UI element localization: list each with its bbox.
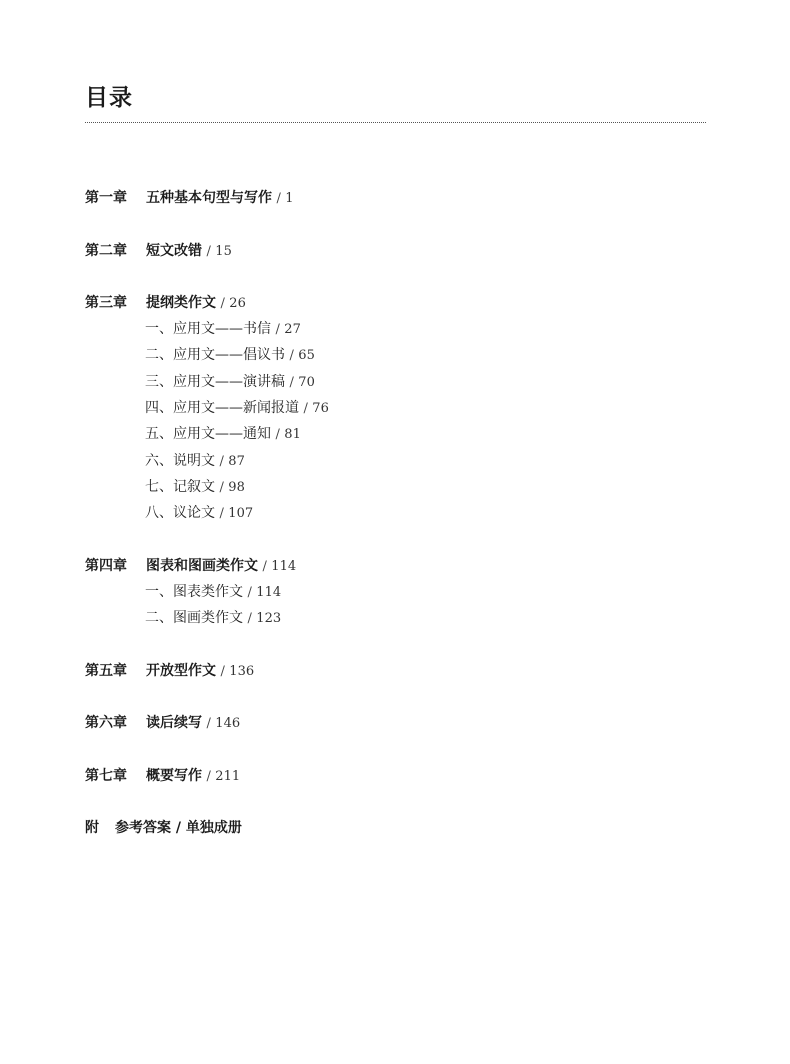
chapter-title: 提纲类作文 xyxy=(146,295,216,311)
chapter-title: 五种基本句型与写作 xyxy=(146,190,272,206)
section-title: 一、应用文——书信 xyxy=(145,321,271,337)
page-number: 15 xyxy=(215,244,232,259)
page-separator: / xyxy=(247,611,252,626)
toc-section[interactable] xyxy=(145,372,315,392)
page-separator: / xyxy=(206,716,211,731)
toc-chapter-3[interactable] xyxy=(85,293,246,313)
page-number: 70 xyxy=(298,375,315,390)
page-title: 目录 xyxy=(85,85,133,111)
page-number: 27 xyxy=(284,322,301,337)
page-separator: / xyxy=(219,506,224,521)
chapter-number: 第一章 xyxy=(85,190,127,206)
chapter-number: 第四章 xyxy=(85,558,127,574)
chapter-number: 第六章 xyxy=(85,715,127,731)
section-title: 五、应用文——通知 xyxy=(145,426,271,442)
page-number: 1 xyxy=(285,191,294,206)
page-number: 146 xyxy=(215,716,241,731)
page-number: 65 xyxy=(298,348,315,363)
section-title: 三、应用文——演讲稿 xyxy=(145,374,285,390)
chapter-title: 短文改错 xyxy=(146,243,202,259)
page-separator: / xyxy=(206,244,211,259)
appendix-label: 附 xyxy=(85,820,99,836)
toc-section[interactable] xyxy=(145,503,253,523)
page-number: 123 xyxy=(256,611,282,626)
toc-appendix[interactable] xyxy=(85,818,242,838)
toc-section[interactable] xyxy=(145,345,315,365)
chapter-number: 第七章 xyxy=(85,768,127,784)
page-number: 98 xyxy=(228,480,245,495)
chapter-number: 第二章 xyxy=(85,243,127,259)
page-separator: / xyxy=(289,348,294,363)
section-title: 七、记叙文 xyxy=(145,479,215,495)
toc-chapter-4[interactable] xyxy=(85,556,296,576)
chapter-number: 第五章 xyxy=(85,663,127,679)
section-title: 四、应用文——新闻报道 xyxy=(145,400,299,416)
page-number: 76 xyxy=(312,401,329,416)
toc-chapter-1[interactable] xyxy=(85,188,294,208)
toc-section[interactable] xyxy=(145,398,329,418)
chapter-title: 开放型作文 xyxy=(146,663,216,679)
page-separator: / xyxy=(262,559,267,574)
chapter-title: 概要写作 xyxy=(146,768,202,784)
page-number: 107 xyxy=(228,506,254,521)
page-separator: / xyxy=(219,454,224,469)
toc-chapter-2[interactable] xyxy=(85,241,232,261)
chapter-title: 图表和图画类作文 xyxy=(146,558,258,574)
toc-section[interactable] xyxy=(145,477,245,497)
page-number: 136 xyxy=(229,664,255,679)
page-separator: / xyxy=(247,585,252,600)
section-title: 二、应用文——倡议书 xyxy=(145,347,285,363)
page-separator: / xyxy=(275,427,280,442)
page-separator: / xyxy=(276,191,281,206)
page-separator: / xyxy=(303,401,308,416)
page-number: 87 xyxy=(228,454,245,469)
page-number: 114 xyxy=(271,559,297,574)
chapter-title: 读后续写 xyxy=(146,715,202,731)
page-number: 114 xyxy=(256,585,282,600)
toc-section[interactable] xyxy=(145,608,281,628)
page-separator: / xyxy=(206,769,211,784)
toc-chapter-6[interactable] xyxy=(85,713,240,733)
page-number: 26 xyxy=(229,296,246,311)
toc-section[interactable] xyxy=(145,582,281,602)
toc-chapter-5[interactable] xyxy=(85,661,254,681)
section-title: 八、议论文 xyxy=(145,505,215,521)
page-separator: / xyxy=(220,664,225,679)
chapter-number: 第三章 xyxy=(85,295,127,311)
section-title: 一、图表类作文 xyxy=(145,584,243,600)
toc-section[interactable] xyxy=(145,451,245,471)
page-number: 81 xyxy=(284,427,301,442)
page-separator: / xyxy=(219,480,224,495)
page-number: 211 xyxy=(215,769,241,784)
page-separator: / xyxy=(289,375,294,390)
toc-chapter-7[interactable] xyxy=(85,766,240,786)
page-separator: / xyxy=(220,296,225,311)
toc-section[interactable] xyxy=(145,424,301,444)
toc-section[interactable] xyxy=(145,319,301,339)
title-dotted-divider xyxy=(85,122,706,123)
appendix-title: 参考答案 / 单独成册 xyxy=(115,820,242,836)
section-title: 二、图画类作文 xyxy=(145,610,243,626)
page-separator: / xyxy=(275,322,280,337)
section-title: 六、说明文 xyxy=(145,453,215,469)
